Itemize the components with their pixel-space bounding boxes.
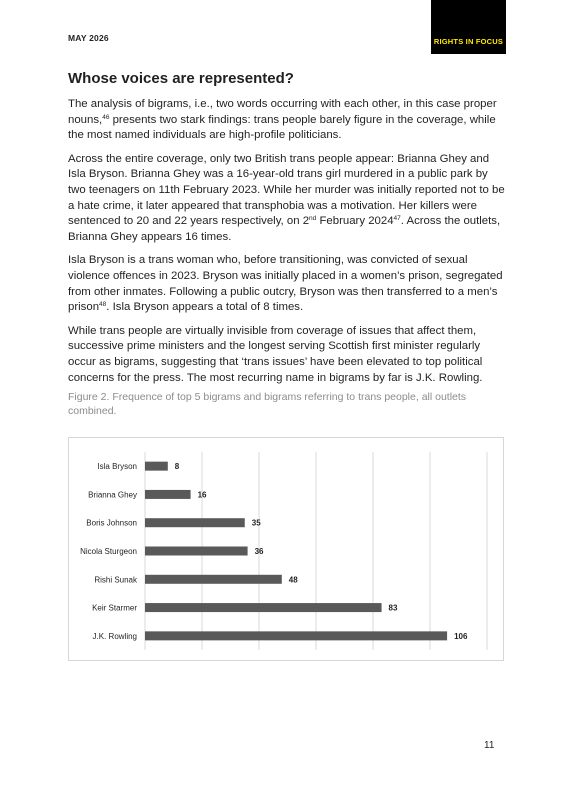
p1-text-a: The analysis of bigrams, i.e., two words occurring with each other, in this case proper nouns,: [68, 98, 497, 126]
bar: [145, 462, 168, 471]
category-label: J.K. Rowling: [92, 631, 137, 641]
category-label: Rishi Sunak: [94, 575, 137, 585]
report-date: MAY 2026: [68, 33, 109, 43]
page-number: 11: [484, 740, 495, 751]
bar: [145, 490, 191, 499]
body-text: [68, 97, 508, 394]
value-label: 16: [197, 490, 207, 500]
footnote-ref-47[interactable]: 47: [393, 215, 401, 223]
category-label: Brianna Ghey: [88, 490, 137, 500]
bar: [145, 547, 248, 556]
badge-label: RIGHTS IN FOCUS: [433, 37, 504, 46]
paragraph-politicians: While trans people are virtually invisible from coverage of issues that affect them, successive prime ministers and the longest serving Scottish first minister regularly occur as bigrams, suggesting that ‘trans issues’ have been elevated to top political concerns for the press. The most recurring name in bigrams by far is J.K. Rowling.: [68, 324, 483, 384]
value-label: 83: [388, 603, 398, 613]
category-label: Nicola Sturgeon: [80, 547, 137, 556]
value-label: 8: [174, 462, 180, 472]
chart-svg: [69, 438, 505, 662]
p2-text-a: Across the entire coverage, only two British trans people appear: Brianna Ghey and Isla Bryson. Brianna Ghey was a 16-year-old trans girl murdered in a public park by two teenagers on 11th February 2023. While her murder was initially reported not to be a hate crime, it later appeared that transphobia was a motivation. Her killers were sentenced to 20 and 22 years respectively, on 2: [68, 152, 505, 228]
paragraph-bigrams: [68, 97, 508, 144]
paragraph-isla-bryson: [68, 253, 508, 315]
value-label: 35: [251, 518, 261, 528]
p1-text-b: presents two stark findings: trans people barely figure in the coverage, while the most named individuals are high-profile politicians.: [68, 113, 496, 142]
category-label: Keir Starmer: [92, 603, 137, 613]
figure-caption: Figure 2. Frequence of top 5 bigrams and bigrams referring to trans people, all outlets combined.: [68, 391, 467, 417]
p3-text-b: . Isla Bryson appears a total of 8 times.: [106, 301, 304, 314]
category-label: Boris Johnson: [86, 518, 137, 528]
value-label: 106: [454, 631, 468, 641]
bigram-bar-chart: [68, 437, 504, 661]
category-label: Isla Bryson: [97, 462, 137, 472]
paragraph-brianna-ghey: [68, 152, 508, 246]
p2-text-c: . Across the outlets, Brianna Ghey appears 16 times.: [68, 215, 501, 243]
p2-text-b: February 2024: [316, 215, 394, 228]
p3-text-a: Isla Bryson is a trans woman who, before transitioning, was convicted of sexual violence offences in 2023. Bryson was initially placed in a women’s prison, segregated from other inmates. Following a public outcry, Bryson was then transferred to a men’s prison: [68, 254, 503, 314]
footnote-ref-48[interactable]: 48: [99, 301, 107, 309]
bar: [145, 518, 245, 527]
section-heading: Whose voices are represented?: [68, 70, 294, 87]
bar: [145, 603, 382, 612]
value-label: 48: [288, 575, 298, 585]
bar: [145, 631, 447, 640]
rights-in-focus-badge: [431, 0, 506, 54]
footnote-ref-46[interactable]: 46: [102, 113, 110, 121]
value-label: 36: [254, 547, 264, 556]
bar: [145, 575, 282, 584]
ordinal-suffix: nd: [309, 215, 317, 223]
